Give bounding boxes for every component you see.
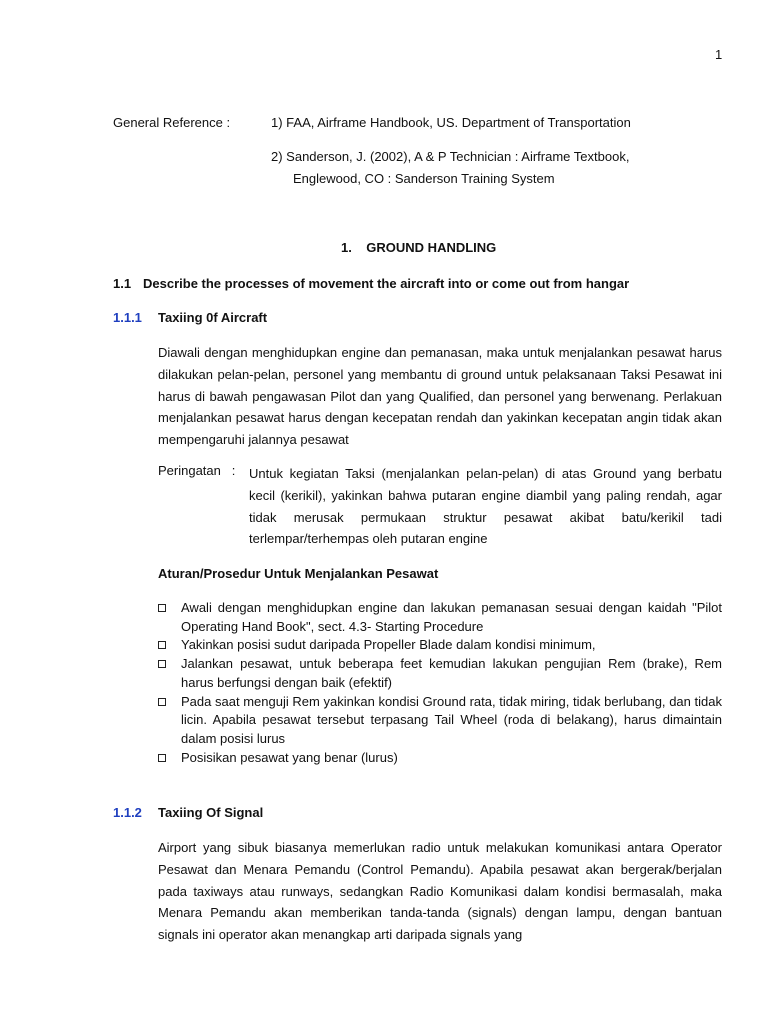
list-item: Awali dengan menghidupkan engine dan lakukan pemanasan sesuai dengan kaidah "Pilot Operating Hand Book", sect. 4.3- Starting Procedure [158,599,722,636]
subsection-2-title: Taxiing Of Signal [158,805,264,820]
reference-item-2-line-1: 2) Sanderson, J. (2002), A & P Technician : Airframe Textbook, [271,149,630,164]
checkbox-bullet-icon [158,641,166,649]
reference-item-2-line-2: Englewood, CO : Sanderson Training System [293,171,555,186]
procedure-list [158,599,722,767]
subsection-2-number: 1.1.2 [113,805,142,820]
list-item: Pada saat menguji Rem yakinkan kondisi Ground rata, tidak miring, tidak berlubang, dan tidak licin. Apabila pesawat tersebut terpasang Tail Wheel (roda di belakang), harus dimaintain dalam posisi lurus [158,693,722,749]
list-item: Posisikan pesawat yang benar (lurus) [158,749,722,768]
checkbox-bullet-icon [158,754,166,762]
section-number: 1.1 [113,276,132,291]
list-item: Yakinkan posisi sudut daripada Propeller Blade dalam kondisi minimum, [158,636,722,655]
subsection-1-title: Taxiing 0f Aircraft [158,310,268,325]
procedure-title: Aturan/Prosedur Untuk Menjalankan Pesawat [158,566,439,581]
checkbox-bullet-icon [158,660,166,668]
subsection-1-paragraph: Diawali dengan menghidupkan engine dan pemanasan, maka untuk menjalankan pesawat harus dilakukan pelan-pelan, personel yang membantu di ground untuk pelaksanaan Taksi Pesawat ini harus di bawah pengawasan Pilot dan yang Qualified, dan personel yang berwenang. Perlakuan menjalankan pesawat harus dengan kecepatan rendah dan yakinkan kecepatan angin tidak akan mempengaruhi jalannya pesawat [158,345,722,448]
reference-label: General Reference : [113,115,231,130]
chapter-title: 1. GROUND HANDLING [341,240,497,255]
page-number: 1 [715,47,723,62]
reference-item-1: 1) FAA, Airframe Handbook, US. Department of Transportation [271,115,631,130]
subsection-2-paragraph: Airport yang sibuk biasanya memerlukan radio untuk melakukan komunikasi antara Operator Pesawat dan Menara Pemandu (Control Pemandu). Apabila pesawat akan bergerak/berjalan pada taxiways atau runways, sedangkan Radio Komunikasi dalam kondisi bermasalah, maka Menara Pemandu akan memberikan tanda-tanda (signals) dengan lampu, dengan bantuan signals ini operator akan menangkap arti daripada signals yang [158,840,722,943]
warning-label: Peringatan : [158,463,236,478]
subsection-1-number: 1.1.1 [113,310,142,325]
warning-text: Untuk kegiatan Taksi (menjalankan pelan-pelan) di atas Ground yang berbatu kecil (kerikil), yakinkan bahwa putaran engine diambil yang paling rendah, agar tidak merusak permukaan struktur pesawat akibat batu/kerikil tadi terlempar/terhempas oleh putaran engine [249,466,722,547]
section-title: Describe the processes of movement the aircraft into or come out from hangar [143,276,630,291]
checkbox-bullet-icon [158,604,166,612]
list-item: Jalankan pesawat, untuk beberapa feet kemudian lakukan pengujian Rem (brake), Rem harus berfungsi dengan baik (efektif) [158,655,722,692]
checkbox-bullet-icon [158,698,166,706]
